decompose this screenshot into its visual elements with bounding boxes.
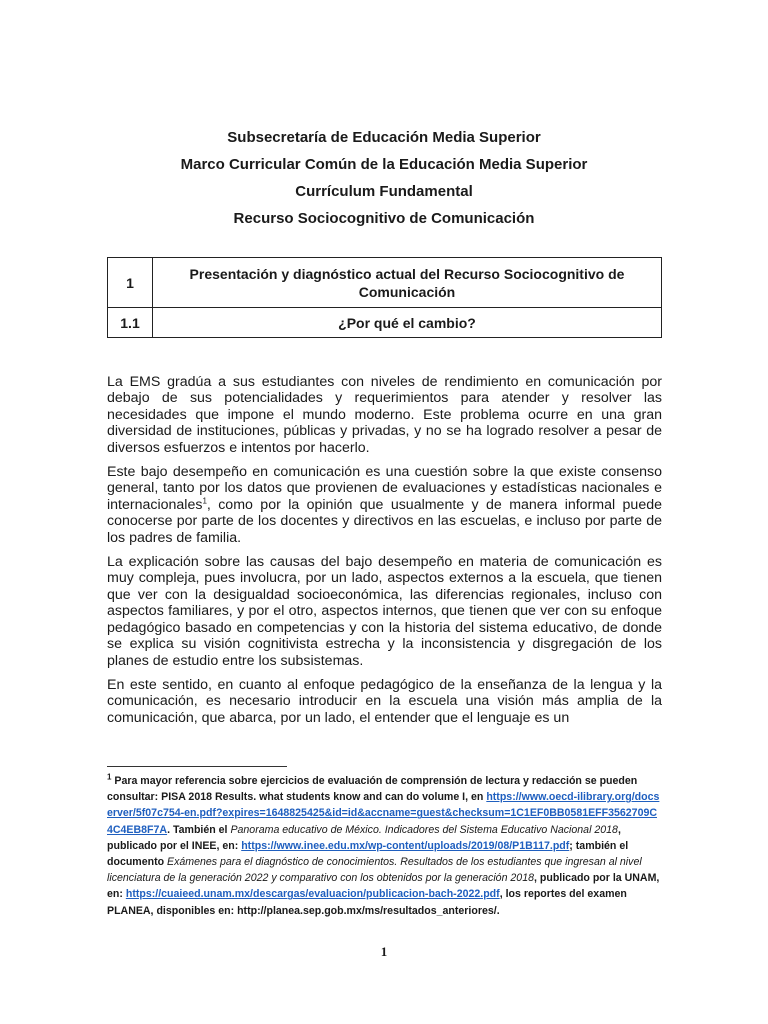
paragraph-2 — [107, 464, 662, 546]
footnote-separator — [107, 766, 287, 767]
footnote-mark: 1 — [107, 772, 112, 782]
footnote-text-2: . También el — [167, 823, 231, 836]
footnote-text-3: , publicado por el INEE, en: — [107, 823, 621, 852]
paragraph-4: En este sentido, en cuanto al enfoque pedagógico de la enseñanza de la lengua y la comunicación, es necesario introducir en la escuela una visión más amplia de la comunicación, que abarca, por un lado, el entender que el lenguaje es un — [107, 676, 662, 726]
footnote — [107, 773, 662, 919]
section-row — [108, 258, 662, 308]
section-number: 1 — [108, 258, 153, 308]
paragraph-3: La explicación sobre las causas del bajo desempeño en materia de comunicación es muy compleja, pues involucra, por un lado, aspectos externos a la escuela, que tienen que ver con la desigualdad socioeconómica, las diferencias regionales, incluso con aspectos familiares, y por el otro, aspectos internos, que tienen que ver con su enfoque pedagógico basado en competencias y con la historia del sistema educativo, de donde se explica su visión cognitivista estrecha y la inconsistencia y disgregación de los planes de estudio entre los subsistemas. — [107, 554, 662, 669]
header-line-2: Marco Curricular Común de la Educación Media Superior — [180, 156, 588, 173]
footnote-reference[interactable]: 1 — [202, 496, 207, 506]
footnote-text-6: , los reportes del examen PLANEA, disponibles en: http://planea.sep.gob.mx/ms/resultados_anteriores/. — [107, 888, 627, 917]
paragraph-1: La EMS gradúa a sus estudiantes con niveles de rendimiento en comunicación por debajo de sus potencialidades y requerimientos para atender y resolver las necesidades que impone el mundo moderno. Este problema ocurre en una gran diversidad de instituciones, públicas y privadas, y no se ha logrado resolver a pesar de diversos esfuerzos e intentos por hacerlo. — [107, 374, 662, 456]
page-number: 1 — [380, 944, 388, 959]
header-line-3: Currículum Fundamental — [295, 183, 473, 200]
footnote-link-inee[interactable]: https://www.inee.edu.mx/wp-content/uploads/2019/08/P1B117.pdf — [241, 839, 570, 852]
subsection-row — [108, 308, 662, 338]
section-table — [107, 257, 662, 338]
paragraph-2-part-b: , como por la opinión que usualmente y de manera informal puede conocerse por parte de los docentes y directivos en las escuelas, e incluso por parte de los padres de familia. — [107, 496, 662, 546]
subsection-title: ¿Por qué el cambio? — [153, 308, 662, 338]
header-line-1: Subsecretaría de Educación Media Superior — [227, 129, 541, 146]
footnote-text-5: , publicado por la UNAM, en: — [107, 872, 660, 901]
footnote-italic-panorama: Panorama educativo de México. Indicadores del Sistema Educativo Nacional 2018 — [230, 823, 618, 836]
subsection-number: 1.1 — [108, 308, 153, 338]
section-title: Presentación y diagnóstico actual del Recurso Sociocognitivo de Comunicación — [153, 258, 662, 308]
footnote-italic-examenes: Exámenes para el diagnóstico de conocimientos. Resultados de los estudiantes que ingresan al nivel licenciatura de la generación 2022 y comparativo con los obtenidos por la generación 2018 — [107, 856, 642, 885]
document-header — [0, 124, 768, 232]
header-line-4: Recurso Sociocognitivo de Comunicación — [233, 210, 535, 227]
footnote-text-4: ; también el documento — [107, 839, 629, 869]
footnote-link-unam[interactable]: https://cuaieed.unam.mx/descargas/evaluacion/publicacion-bach-2022.pdf — [125, 888, 500, 901]
paragraph-2-part-a: Este bajo desempeño en comunicación es una cuestión sobre la que existe consenso general, tanto por los datos que provienen de evaluaciones y estadísticas nacionales e internacionales — [107, 464, 662, 513]
footnote-text-1: Para mayor referencia sobre ejercicios de evaluación de comprensión de lectura y redacción se pueden consultar: PISA 2018 Results. what students know and can do volume I, en — [107, 775, 638, 804]
footnote-link-oecd[interactable]: https://www.oecd-ilibrary.org/docserver/5f07c754-en.pdf?expires=1648825425&id=id&accname=guest&checksum=1C1EF0BB0581EFF3562709C4C4EB8F7A — [107, 791, 660, 836]
body-text — [107, 374, 662, 734]
